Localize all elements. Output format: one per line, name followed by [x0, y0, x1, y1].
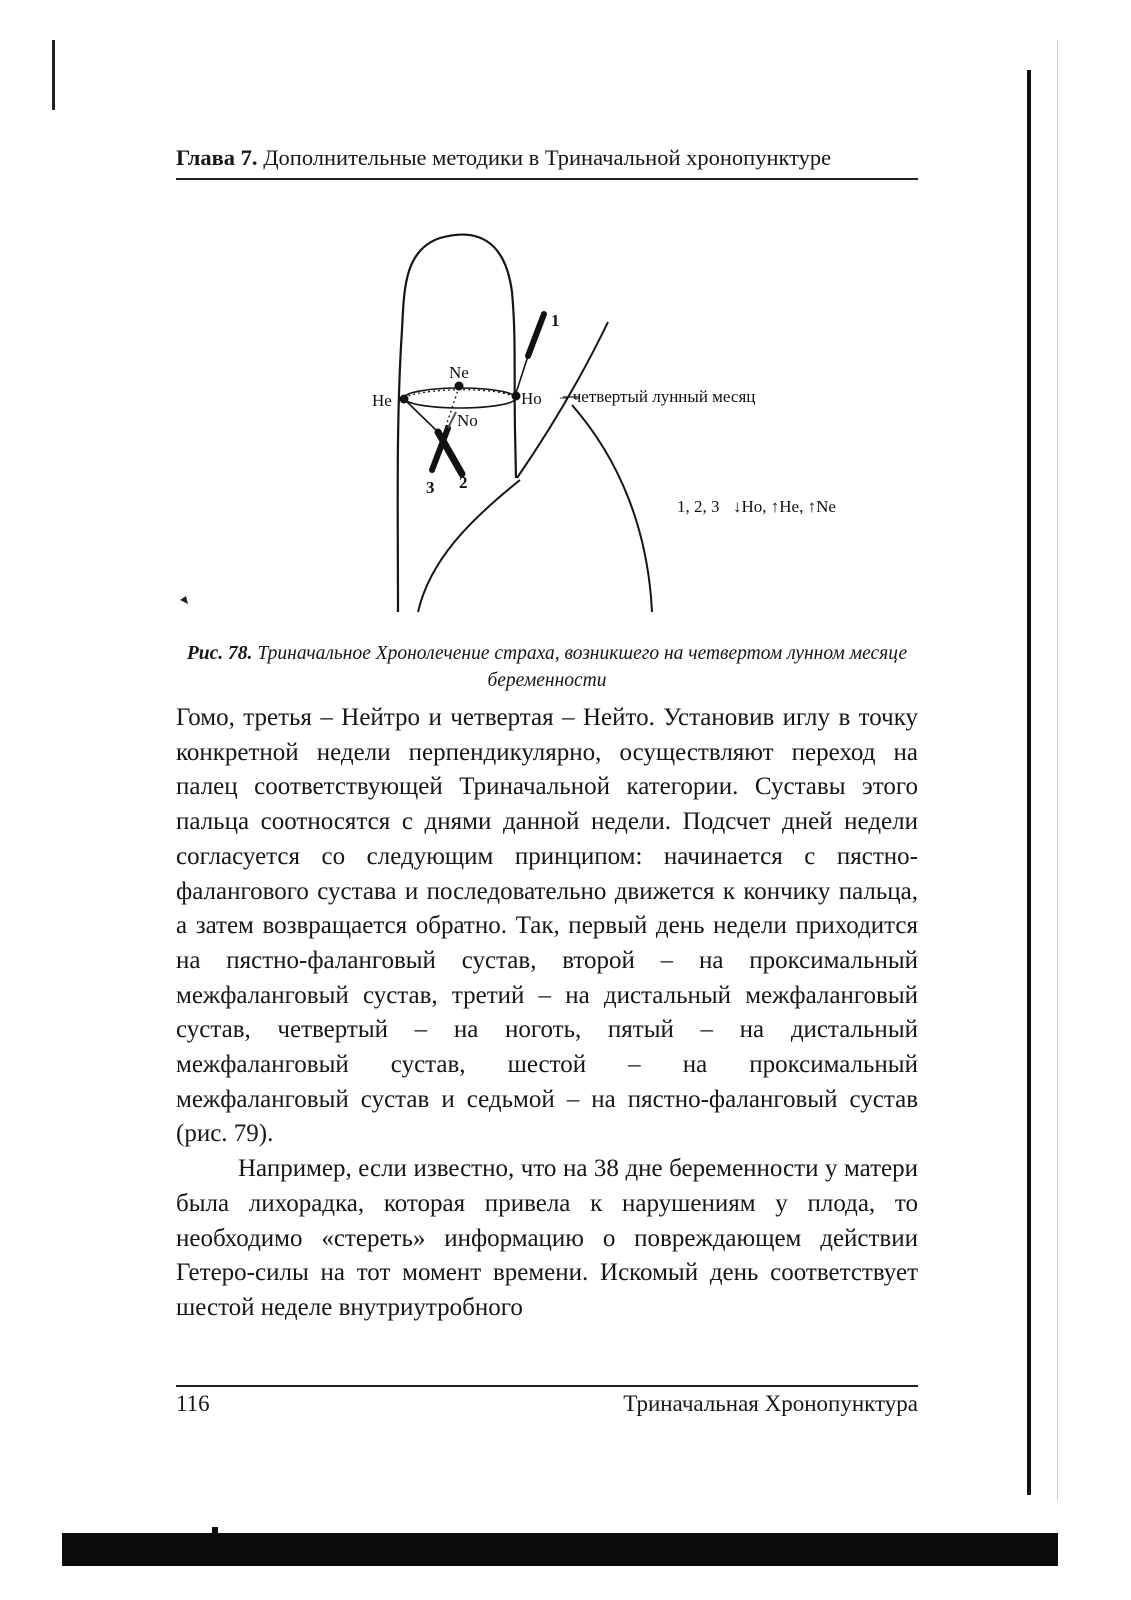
- label-he: He: [372, 391, 392, 410]
- body-text: [176, 701, 918, 1326]
- needle-1-shaft: [516, 356, 528, 393]
- needle-2-shaft: [404, 399, 438, 432]
- palm-curve-left: [418, 480, 520, 612]
- footer-rule: [176, 1385, 918, 1387]
- finger-diagram: [0, 0, 1131, 700]
- legend-numbers: 1, 2, 3: [677, 497, 720, 516]
- book-title: Триначальная Хронопунктура: [623, 1391, 918, 1416]
- label-no: No: [457, 411, 478, 430]
- figure-78: [0, 0, 1131, 700]
- figure-caption: [176, 640, 918, 694]
- paragraph: Гомо, третья – Нейтро и четвертая – Нейто. Установив иглу в точку конкретной недели перпендикулярно, осуществляют переход на палец соответствующей Триначальной категории. Суставы этого пальца соотносятся с днями данной недели. Подсчет дней недели согласуется со следующим принципом: начинается с пястно-фалангового сустава и последовательно движется к кончику пальца, а затем возвращается обратно. Так, первый день недели приходится на пястно-фаланговый сустав, второй – на проксимальный межфаланговый сустав, третий – на дистальный межфаланговый сустав, четвертый – на ноготь, пятый – на дистальный межфаланговый сустав, шестой – на проксимальный межфаланговый сустав и седьмой – на пястно-фаланговый сустав (рис. 79).: [176, 704, 918, 1148]
- scan-speck: [180, 596, 188, 604]
- label-needle-3: 3: [426, 478, 435, 497]
- caption-text: Триначальное Хронолечение страха, возникшего на четвертом лунном месяце беременности: [257, 643, 908, 691]
- label-needle-1: 1: [551, 311, 560, 330]
- chapter-title: Дополнительные методики в Триначальной хронопунктуре: [263, 145, 832, 170]
- legend-values: ↓Ho, ↑He, ↑Ne: [733, 497, 836, 516]
- point-ne: [455, 382, 464, 391]
- needle-3-tip: [448, 412, 456, 428]
- joint-ellipse: [404, 388, 516, 408]
- paragraph: Например, если известно, что на 38 дне беременности у матери была лихорадка, которая привела к нарушениям у плода, то необходимо «стереть» информацию о повреждающем действии Гетеро-силы на тот момент времени. Искомый день соответствует шестой неделе внутриутробного: [176, 1155, 918, 1321]
- scan-bottom-band: [62, 1533, 1058, 1566]
- label-ne: Ne: [449, 363, 469, 382]
- label-needle-2: 2: [459, 473, 468, 492]
- annotation-text: – четвертый лунный месяц: [560, 387, 756, 406]
- page-number: 116: [176, 1391, 210, 1416]
- label-ho: Ho: [521, 389, 542, 408]
- caption-number: Рис. 78.: [186, 643, 253, 664]
- chapter-number: Глава 7.: [176, 145, 258, 170]
- palm-curve-right: [572, 405, 652, 612]
- needle-1-handle: [528, 314, 544, 356]
